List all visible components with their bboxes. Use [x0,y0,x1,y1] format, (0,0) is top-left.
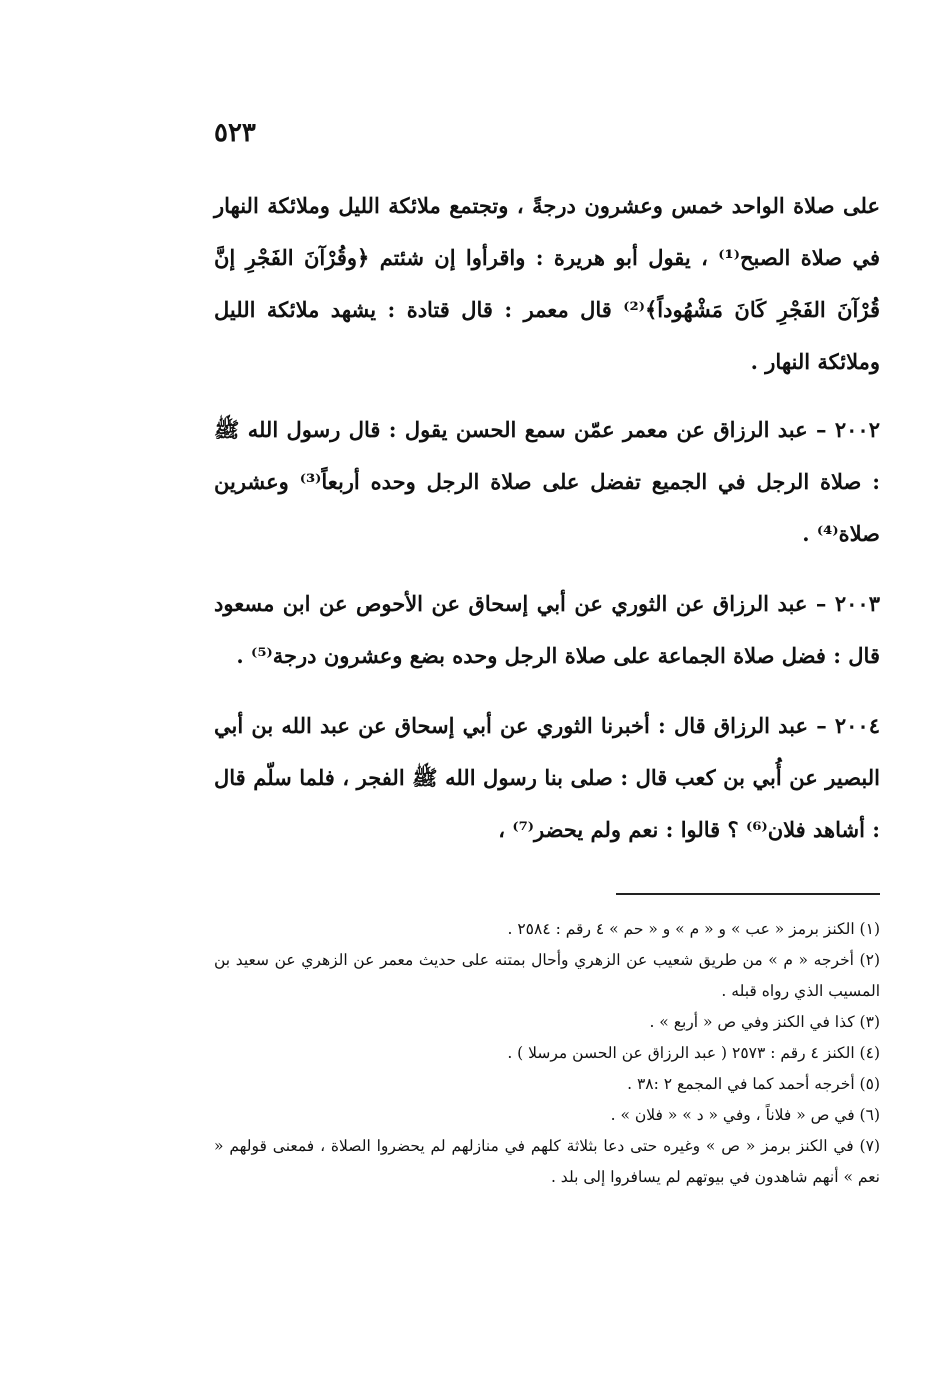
paragraph-hadith-intro: على صلاة الواحد خمس وعشرون درجةً ، وتجتمع ملائكة الليل وملائكة النهار في صلاة الصبح⁽¹⁾ ، يقول أبو هريرة : واقرأوا إن شئتم ﴿وقُرْآنَ الفَجْرِ إنَّ قُرْآنَ الفَجْرِ كَانَ مَشْهُوداً﴾⁽²⁾ قال معمر : قال قتادة : يشهد ملائكة الليل وملائكة النهار . [214,193,881,374]
paragraph-hadith-2004: ٢٠٠٤ – عبد الرزاق قال : أخبرنا الثوري عن أبي إسحاق عن عبد الله بن أبي البصير عن أُبي بن كعب قال : صلى بنا رسول الله ﷺ الفجر ، فلما سلّم قال : أشاهد فلان⁽⁶⁾ ؟ قالوا : نعم ولم يحضر⁽⁷⁾ ، [214,713,880,842]
footnote-5: (٥) أخرجه أحمد كما في المجمع ٢ :٣٨ . [627,1075,880,1093]
paragraph-hadith-2002: ٢٠٠٢ – عبد الرزاق عن معمر عمّن سمع الحسن يقول : قال رسول الله ﷺ : صلاة الرجل في الجميع تفضل على صلاة الرجل وحده أربعاً⁽³⁾ وعشرين صلاة⁽⁴⁾ . [214,417,881,546]
footnote-4: (٤) الكنز ٤ رقم : ٢٥٧٣ ( عبد الرزاق عن الحسن مرسلا ) . [507,1044,880,1062]
footnote-6: (٦) في ص « فلاناً ، وفي « د » « فلان » . [610,1106,880,1124]
footnote-7: (٧) في الكنز برمز « ص » وغيره حتى دعا بثلاثة كلهم في منازلهم لم يحضروا الصلاة ، فمعنى قولهم « نعم » أنهم شاهدون في بيوتهم لم يسافروا إلى بلد . [214,1137,880,1186]
footnote-2: (٢) أخرجه « م » من طريق شعيب عن الزهري وأحال بمتنه على حديث معمر عن الزهري عن سعيد بن المسيب الذي رواه قبله . [214,951,880,1000]
footnote-1: (١) الكنز برمز « عب » و « م » و « حم » ٤ رقم : ٢٥٨٤ . [507,920,880,938]
footnotes [214,914,880,1193]
paragraph-hadith-2003: ٢٠٠٣ – عبد الرزاق عن الثوري عن أبي إسحاق عن الأحوص عن ابن مسعود قال : فضل صلاة الجماعة على صلاة الرجل وحده بضع وعشرون درجة⁽⁵⁾ . [214,591,880,668]
main-text [214,180,880,874]
page-number: ٥٢٣ [214,118,256,148]
footnote-3: (٣) كذا في الكنز وفي ص « أربع » . [649,1013,880,1031]
footnote-divider [616,893,880,895]
